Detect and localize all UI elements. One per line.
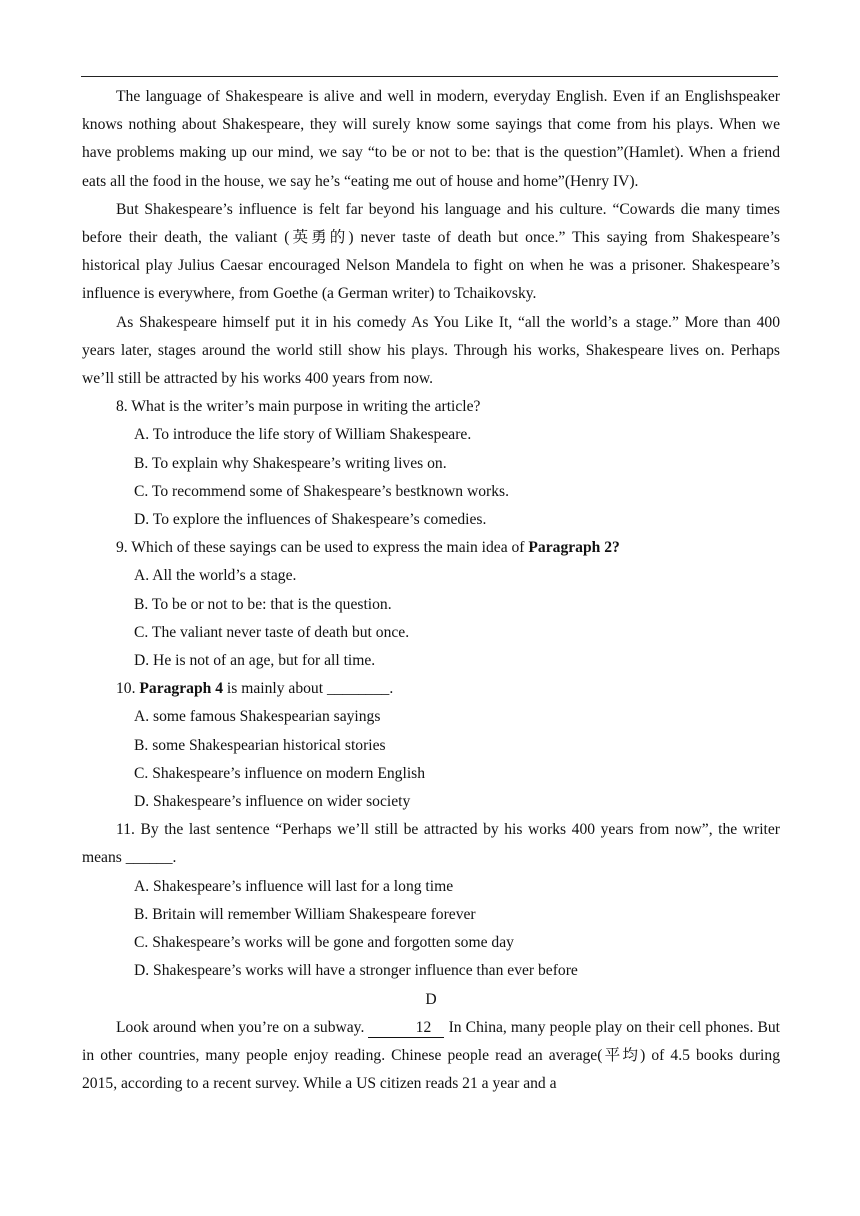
question-10-stem (82, 675, 780, 703)
question-10-stem-text: is mainly about ________. (223, 680, 394, 698)
question-8-option-b: B. To explain why Shakespeare’s writing lives on. (134, 454, 447, 472)
question-11-option-c: C. Shakespeare’s works will be gone and forgotten some day (134, 934, 514, 952)
question-11-option-b: B. Britain will remember William Shakespeare forever (134, 905, 476, 923)
question-11-option-a: A. Shakespeare’s influence will last for a long time (134, 877, 454, 895)
page-content (82, 83, 780, 1098)
question-9-stem-bold: Paragraph 2? (528, 539, 620, 557)
answer-blank-12: 12 (368, 1019, 444, 1038)
question-9-stem-text: 9. Which of these sayings can be used to express the main idea of (116, 539, 529, 557)
question-10-option-a: A. some famous Shakespearian sayings (134, 708, 381, 726)
header-rule (81, 76, 778, 77)
question-11-stem: 11. By the last sentence “Perhaps we’ll still be attracted by his works 400 years from now”, the writer means ______. (82, 821, 780, 867)
question-11-option-d: D. Shakespeare’s works will have a stronger influence than ever before (134, 962, 578, 980)
question-8-option-d: D. To explore the influences of Shakespeare’s comedies. (134, 511, 487, 529)
section-d-text-pre: Look around when you’re on a subway. (116, 1018, 369, 1036)
section-d-text-post: In China, many people play on their cell phones. But in other countries, many people enjoy reading. Chinese people read an average(平均) of 4.5 books during 2015, according to a recent survey. While a US citizen reads 21 a year and a (82, 1018, 780, 1093)
question-10-stem-bold: Paragraph 4 (139, 680, 223, 698)
passage-paragraph-3: As Shakespeare himself put it in his comedy As You Like It, “all the world’s a stage.” More than 400 years later, stages around the world still show his plays. Through his works, Shakespeare lives on. Perhaps we’ll still be attracted by his works 400 years from now. (82, 313, 780, 388)
question-9-stem (82, 534, 780, 562)
section-d-paragraph-1 (82, 1014, 780, 1099)
question-9-option-d: D. He is not of an age, but for all time. (134, 652, 376, 670)
question-9-option-c: C. The valiant never taste of death but once. (134, 623, 410, 641)
passage-paragraph-2: But Shakespeare’s influence is felt far beyond his language and his culture. “Cowards die many times before their death, the valiant (英勇的) never taste of death but once.” This saying from Shakespeare’s historical play Julius Caesar encouraged Nelson Mandela to fight on when he was a prisoner. Shakespeare’s influence is everywhere, from Goethe (a German writer) to Tchaikovsky. (82, 200, 780, 303)
question-10-number: 10. (116, 680, 140, 698)
question-8-stem: 8. What is the writer’s main purpose in writing the article? (116, 398, 481, 416)
passage-paragraph-1: The language of Shakespeare is alive and well in modern, everyday English. Even if an Englishspeaker knows nothing about Shakespeare, they will surely know some sayings that come from his plays. When we have problems making up our mind, we say “to be or not to be: that is the question”(Hamlet). When a friend eats all the food in the house, we say he’s “eating me out of house and home”(Henry IV). (82, 88, 780, 190)
question-10-option-d: D. Shakespeare’s influence on wider society (134, 793, 411, 811)
question-10-option-b: B. some Shakespearian historical stories (134, 736, 386, 754)
section-d-heading: D (425, 990, 437, 1008)
question-8-option-a: A. To introduce the life story of William Shakespeare. (134, 426, 472, 444)
question-10-option-c: C. Shakespeare’s influence on modern English (134, 764, 426, 782)
question-8-option-c: C. To recommend some of Shakespeare’s bestknown works. (134, 482, 509, 500)
question-9-option-a: A. All the world’s a stage. (134, 567, 297, 585)
question-9-option-b: B. To be or not to be: that is the question. (134, 595, 392, 613)
